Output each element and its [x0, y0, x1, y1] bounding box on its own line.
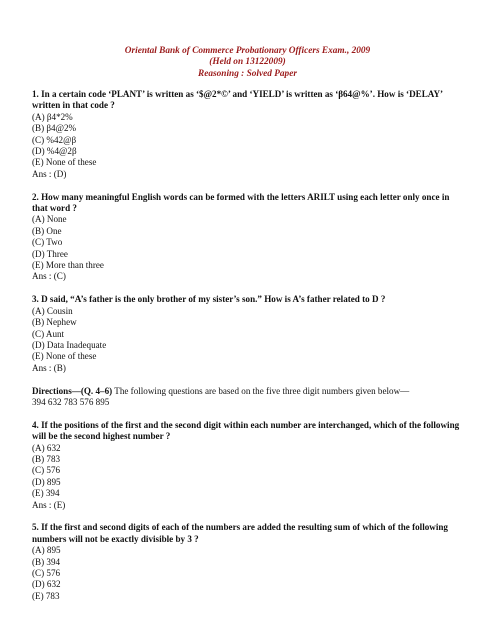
option-e: (E) None of these: [32, 157, 97, 168]
option-a: (A) 895: [32, 545, 61, 556]
option-b: (B) One: [32, 225, 62, 236]
answer: Ans : (B): [32, 362, 66, 373]
option-a: (A) 632: [32, 442, 61, 453]
option-e: (E) 394: [32, 488, 60, 499]
header-title: Oriental Bank of Commerce Probationary Officers Exam., 2009: [124, 46, 371, 56]
option-b: (B) Nephew: [32, 317, 77, 328]
answer: Ans : (E): [32, 499, 66, 510]
header-date: (Held on 13122009): [209, 57, 286, 68]
question-text: 2. How many meaningful English words can be formed with the letters ARILT using each letter only once in that word ?: [32, 191, 450, 214]
header-subtitle: Reasoning : Solved Paper: [198, 68, 297, 79]
option-e: (E) None of these: [32, 351, 97, 362]
option-b: (B) 783: [32, 453, 61, 464]
option-a: (A) β4*2%: [32, 111, 73, 122]
question-block-2: [32, 192, 464, 283]
directions-body: The following questions are based on the five three digit numbers given below—: [112, 385, 410, 396]
question-text: 4. If the positions of the first and the second digit within each number are interchanged, which of the following will be the second highest number ?: [32, 419, 460, 442]
directions-text: [32, 386, 464, 397]
option-d: (D) Three: [32, 248, 68, 259]
question-block-5: [32, 522, 464, 602]
question-block-4: [32, 420, 464, 511]
option-c: (C) Two: [32, 237, 63, 248]
option-a: (A) Cousin: [32, 305, 73, 316]
answer: Ans : (C): [32, 271, 66, 282]
document-header: [0, 46, 495, 80]
directions-block: [32, 386, 464, 409]
question-text: 1. In a certain code ‘PLANT’ is written as ‘$@2*©’ and ‘YIELD’ is written as ‘β64@%’. How is ‘DELAY’ written in that code ?: [32, 89, 443, 111]
option-c: (C) %42@β: [32, 134, 77, 145]
option-d: (D) 632: [32, 579, 61, 590]
question-text: 3. D said, “A’s father is the only brother of my sister’s son.” How is A’s father related to D ?: [32, 294, 386, 305]
answer: Ans : (D): [32, 168, 67, 179]
option-b: (B) β4@2%: [32, 123, 77, 134]
question-block-1: [32, 89, 464, 180]
question-block-3: [32, 294, 464, 374]
option-e: (E) 783: [32, 590, 60, 601]
question-text: 5. If the first and second digits of each of the numbers are added the resulting sum of which of the following numbers will not be exactly divisible by 3 ?: [32, 522, 448, 544]
option-d: (D) Data Inadequate: [32, 339, 107, 350]
option-d: (D) %4@2β: [32, 146, 77, 157]
option-b: (B) 394: [32, 556, 61, 567]
directions-numbers: 394 632 783 576 895: [32, 396, 110, 407]
option-a: (A) None: [32, 214, 67, 225]
option-d: (D) 895: [32, 476, 61, 487]
questions-content: [32, 89, 464, 614]
option-c: (C) Aunt: [32, 328, 65, 339]
directions-label: Directions—(Q. 4–6): [32, 385, 113, 396]
option-c: (C) 576: [32, 567, 61, 578]
option-c: (C) 576: [32, 465, 61, 476]
option-e: (E) More than three: [32, 260, 104, 271]
